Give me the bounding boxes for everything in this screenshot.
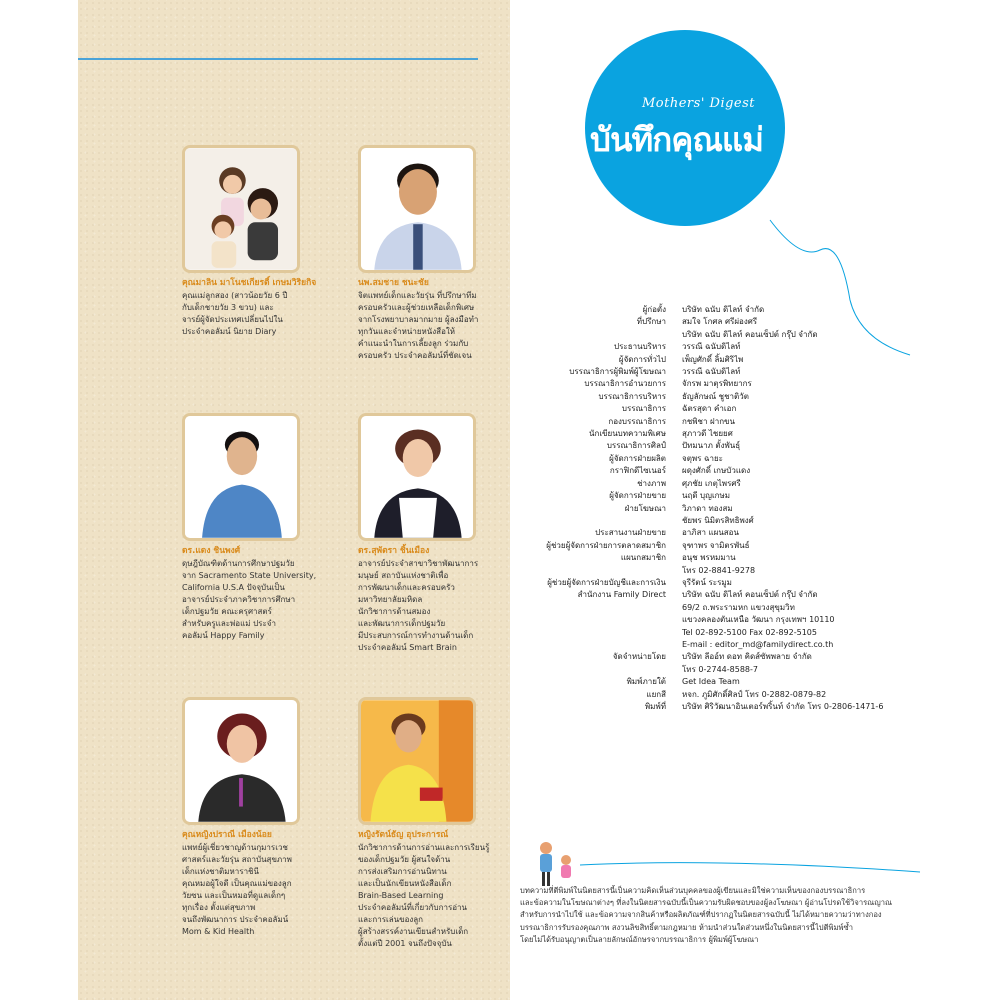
contributor-photo-2 <box>358 145 476 273</box>
kids-illustration <box>520 840 940 890</box>
contributor-name: คุณมาลิน มาโนชเกียรติ์ เกษมวิริยกิจ <box>182 278 317 288</box>
contributor-desc: จิตแพทย์เด็กและวัยรุ่น ที่ปรึกษาทีม ครอบครัวและผู้ช่วยเหลือเด็กพิเศษ จากโรงพยาบาลมากมาย ผู้ลงมือทำ ทุกวันและจำหน่ายหนังสือให้ คำแนะนำในการเลี้ยงลูก ร่วมกับ ครอบครัว ประจำคอลัมน์ที่ชัดเจน <box>358 291 479 360</box>
contributor-name: หญิงรัตน์ธัญ อุประการณ์ <box>358 830 449 840</box>
contributor-card-3 <box>182 413 350 642</box>
contributor-card-5 <box>182 697 350 938</box>
credits-list: ผู้ก่อตั้ง บริษัท ฉนับ ดิไลท์ จำกัด ที่ปรึกษา สมใจ โกศล ศรีผ่องศรี บริษัท ฉนับ ดิไลท์ คอนเซ็ปต์ กรุ๊ป จำกัด ประธานบริหาร วรรณี ฉนับดิไลท์ ผู้จัดการทั่วไป เพ็ญศักดิ์ ลิ้มศิริไพ บรรณาธิการผู้พิมพ์ผู้โฆษณา วรรณี ฉนับดิไลท์ บรรณาธิการอำนวยการ จักรพ มาตุรพิทยากร บรรณาธิการบริหาร ธัญลักษณ์ ชูชาติวัต บรรณาธิการ ฉัตรสุดา คำเอก กองบรรณาธิการ กชพิชา ฝากขน นักเขียนบทความพิเศษ สุภาวดี ไชยยศ บรรณาธิการศิลป์ ปัทมนาภ ตั้งพันธุ์ ผู้จัดการฝ่ายผลิต จตุพร ฉายะ กราฟิกดีไซเนอร์ ผดุงศักดิ์ เกษบัวแดง ช่างภาพ ศุภชัย เกตุไพรศรี ผู้จัดการฝ่ายขาย นฤดี บุญเกษม ฝ่ายโฆษณา วิภาดา ทองสม ชัยพร นิมิตรสิทธิพงศ์ ประสานงานฝ่ายขาย อาภิสา แผนสอน ผู้ช่วยผู้จัดการฝ่ายการตลาดสมาชิก จุฑาพร จามิตรพันธ์ แผนกสมาชิก อนุช พรหมมาน โทร 02-8841-9278 ผู้ช่วยผู้จัดการฝ่ายบัญชีและการเงิน จุรีรัตน์ ระรมูม สำนักงาน Family Direct บริษัท ฉนับ ดิไลท์ คอนเซ็ปต์ กรุ๊ป จำกัด 69/2 ถ.พระรามหก แขวงสุขุมวิท แขวงคลองตันเหนือ วัฒนา กรุงเทพฯ 10110 Tel 02-892-5100 Fax 02-892-5105 E-mail : editor_md@familydirect.co.th จัดจำหน่ายโดย บริษัท ลีออ์ท ดอท คิดส์ซัพพลาย จำกัด โทร 0-2744-8588-7 พิมพ์ภายใต้ Get Idea Team แยกสี หจก. ภูมิศักดิ์ศิลป์ โทร 0-2882-0879-82 พิมพ์ที่ บริษัท ศิริวัฒนาอินเตอร์พริ้นท์ จำกัด โทร 0-2806-1471-6 <box>546 305 884 711</box>
contributor-desc: นักวิชาการด้านการอ่านและการเรียนรู้ ของเด็กปฐมวัย ผู้สนใจด้าน การส่งเสริมการอ่านนิทาน และเป็นนักเขียนหนังสือเด็ก Brain-Based Learning ประจำคอลัมน์ที่เกี่ยวกับการอ่าน และการเล่นของลูก ผู้สร้างสรรค์งานเขียนสำหรับเด็ก ตั้งแต่ปี 2001 จนถึงปัจจุบัน <box>358 843 490 948</box>
contributor-desc: ดุษฎีบัณฑิตด้านการศึกษาปฐมวัย จาก Sacramento State University, California U.S.A ปัจจุบันเป็น อาจารย์ประจำภาควิชาการศึกษา เด็กปฐมวัย คณะครุศาสตร์ สำหรับครูและพ่อแม่ ประจำ คอลัมน์ Happy Family <box>182 559 317 640</box>
logo-english: Mothers' Digest <box>642 96 756 111</box>
contributor-card-1 <box>182 145 350 338</box>
contributor-photo-1 <box>182 145 300 273</box>
contributor-card-4 <box>358 413 526 654</box>
contributor-desc: คุณแม่ลูกสอง (สาวน้อยวัย 6 ปี กับเด็กชายวัย 3 ขวบ) และ จารย์ผู้จัดประเทศเปลี่ยนไปใน ประจำคอลัมน์ นิยาย Diary <box>182 291 288 336</box>
contributor-photo-4 <box>358 413 476 541</box>
contributor-card-2 <box>358 145 526 362</box>
contributor-photo-5 <box>182 697 300 825</box>
logo-thai: บันทึกคุณแม่ <box>590 120 763 159</box>
contributor-name: นพ.สมชาย ชนะชัย <box>358 278 429 288</box>
swirl-icon <box>790 140 820 180</box>
contributor-photo-6 <box>358 697 476 825</box>
contributor-name: ดร.สุพัตรา ชิ้นเมือง <box>358 546 430 556</box>
contributor-photo-3 <box>182 413 300 541</box>
disclaimer: บทความที่ตีพิมพ์ในนิตยสารนี้เป็นความคิดเห็นส่วนบุคคลของผู้เขียนและมิใช่ความเห็นของกองบรรณาธิการ และข้อความในโฆษณาต่างๆ ที่ลงในนิตยสารฉบับนี้เป็นความรับผิดชอบของผู้ลงโฆษณา ผู้อ่านโปรดใช้วิจารณญาณ สำหรับการนำไปใช้ และข้อความจากสินค้าหรือผลิตภัณฑ์ที่ปรากฏในนิตยสารฉบับนี้ ไม่ได้หมายความว่าทางกอง บรรณาธิการรับรองคุณภาพ สงวนลิขสิทธิ์ตามกฎหมาย ห้ามนำส่วนใดส่วนหนึ่งในนิตยสารนี้ไปตีพิมพ์ซ้ำ โดยไม่ได้รับอนุญาตเป็นลายลักษณ์อักษรจากบรรณาธิการ ผู้พิมพ์ผู้โฆษณา <box>520 886 893 944</box>
contributor-desc: อาจารย์ประจำสาขาวิชาพัฒนาการ มนุษย์ สถาบันแห่งชาติเพื่อ การพัฒนาเด็กและครอบครัว มหาวิทยาลัยมหิดล นักวิชาการด้านสมอง และพัฒนาการเด็กปฐมวัย มีประสบการณ์การทำงานด้านเด็ก ประจำคอลัมน์ Smart Brain <box>358 559 479 652</box>
contributor-card-6 <box>358 697 526 950</box>
contributor-name: คุณหญิงปราณี เมืองน้อย <box>182 830 272 840</box>
contributor-name: ดร.แดง ชินพงศ์ <box>182 546 241 556</box>
top-rule <box>78 58 478 60</box>
contributor-desc: แพทย์ผู้เชี่ยวชาญด้านกุมารเวช ศาสตร์และวัยรุ่น สถาบันสุขภาพ เด็กแห่งชาติมหาราชินี คุณหมอผู้ใจดี เป็นคุณแม่ของลูก วัยซน และเป็นหมอที่ดูแลเด็กๆ ทุกเรื่อง ตั้งแต่สุขภาพ จนถึงพัฒนาการ ประจำคอลัมน์ Mom & Kid Health <box>182 843 292 936</box>
